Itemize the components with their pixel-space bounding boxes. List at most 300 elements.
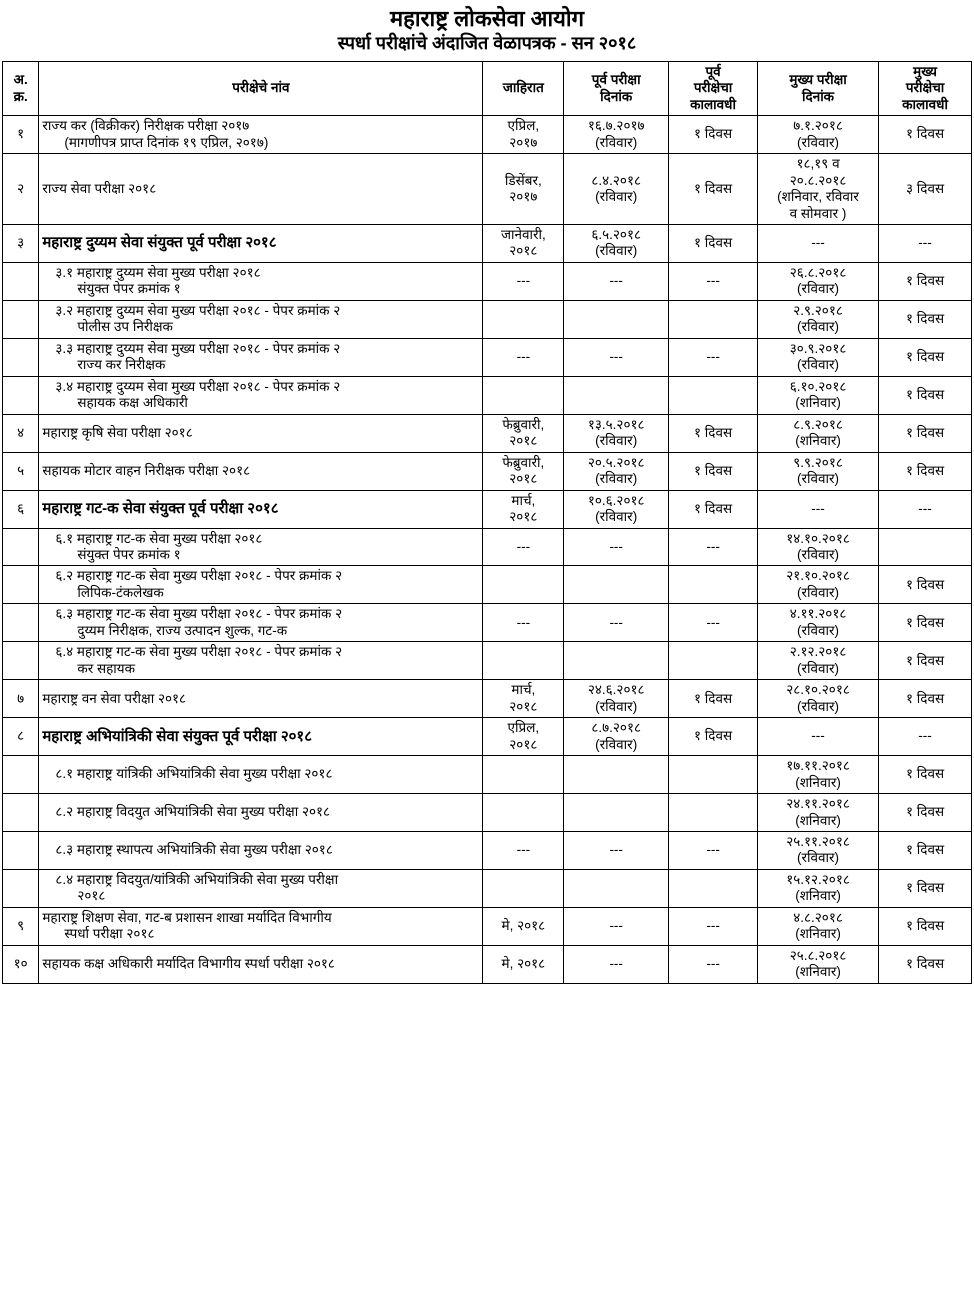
cell-main-exam-date-line1: १४.१०.२०१८ <box>786 530 850 546</box>
cell-main-exam-duration <box>879 414 972 452</box>
cell-main-exam-date <box>757 376 878 414</box>
cell-main-exam-date-line1: ६.१०.२०१८ <box>789 378 847 394</box>
exam-name-line1: महाराष्ट्र अभियांत्रिकी सेवा संयुक्त पूर्व परीक्षा २०१८ <box>42 727 313 745</box>
cell-main-exam-date <box>757 225 878 263</box>
cell-advertisement-line2: २०१८ <box>509 736 538 752</box>
cell-advertisement-line1: डिसेंबर, <box>504 172 542 188</box>
exam-name-line1: ८.४ महाराष्ट्र विदयुत/यांत्रिकी अभियांत्रिकी सेवा मुख्य परीक्षा <box>55 871 339 887</box>
cell-pre-exam-date <box>564 869 669 907</box>
cell-pre-exam-date-line2: (रविवार) <box>595 471 638 487</box>
cell-advertisement <box>483 225 564 263</box>
cell-advertisement <box>483 414 564 452</box>
cell-main-exam-date <box>757 680 878 718</box>
cell-main-exam-date-line1: --- <box>811 235 825 251</box>
cell-advertisement-line1: --- <box>516 614 531 630</box>
cell-sr <box>3 832 39 870</box>
cell-main-exam-duration-line1: १ दिवस <box>906 842 945 858</box>
table-row <box>3 262 972 300</box>
cell-main-exam-date <box>757 642 878 680</box>
cell-pre-exam-duration <box>669 756 758 794</box>
cell-sr <box>3 680 39 718</box>
document-header <box>0 6 974 55</box>
cell-sr-line1: ४ <box>17 424 25 440</box>
cell-exam-name <box>39 642 483 680</box>
cell-exam-name <box>39 756 483 794</box>
exam-name-line2: (मागणीपत्र प्राप्त दिनांक १९ एप्रिल, २०१७) <box>64 134 269 150</box>
exam-name-line2: स्पर्धा परीक्षा २०१८ <box>64 926 155 942</box>
cell-sr <box>3 262 39 300</box>
cell-pre-exam-duration <box>669 116 758 154</box>
exam-name-line2: संयुक्त पेपर क्रमांक १ <box>77 546 181 562</box>
cell-pre-exam-duration-line1: --- <box>706 956 720 972</box>
cell-pre-exam-date <box>564 832 669 870</box>
cell-main-exam-duration-line1: १ दिवस <box>906 311 945 327</box>
cell-main-exam-duration <box>879 945 972 983</box>
cell-pre-exam-duration <box>669 832 758 870</box>
cell-pre-exam-date <box>564 225 669 263</box>
exam-name-line1: ३.१ महाराष्ट्र दुय्यम सेवा मुख्य परीक्षा २०१८ <box>55 264 261 280</box>
cell-main-exam-date-line2: (शनिवार) <box>795 774 841 790</box>
cell-sr <box>3 566 39 604</box>
cell-main-exam-date-line3: (शनिवार, रविवार <box>777 189 859 205</box>
exam-name-line1: राज्य कर (विक्रीकर) निरीक्षक परीक्षा २०१७ <box>42 118 250 134</box>
cell-main-exam-duration <box>879 154 972 225</box>
cell-pre-exam-duration <box>669 945 758 983</box>
table-row <box>3 116 972 154</box>
cell-sr-line1: ७ <box>17 690 25 706</box>
column-header-pre-dur-line1: पूर्व <box>705 63 721 79</box>
cell-pre-exam-duration <box>669 642 758 680</box>
cell-pre-exam-duration-line1: १ दिवस <box>694 126 733 142</box>
column-header-main-dur-line2: परीक्षेचा <box>905 80 945 96</box>
cell-sr <box>3 300 39 338</box>
cell-pre-exam-date-line1: १०.६.२०१८ <box>587 492 645 508</box>
exam-name-line2: २०१८ <box>77 888 106 904</box>
cell-advertisement <box>483 528 564 566</box>
cell-exam-name <box>39 604 483 642</box>
cell-pre-exam-date-line1: --- <box>609 614 623 630</box>
cell-sr <box>3 154 39 225</box>
column-header-pre-exam-date <box>564 61 669 115</box>
cell-main-exam-date-line2: (रविवार) <box>797 660 840 676</box>
cell-pre-exam-date-line1: --- <box>609 956 623 972</box>
cell-main-exam-date-line1: १८,१९ व <box>796 156 840 172</box>
cell-main-exam-duration <box>879 376 972 414</box>
column-header-pre-date-line1: पूर्व परीक्षा <box>591 72 641 88</box>
cell-main-exam-date <box>757 262 878 300</box>
cell-main-exam-duration <box>879 262 972 300</box>
cell-main-exam-date-line2: (रविवार) <box>797 622 840 638</box>
cell-main-exam-date-line1: ७.१.२०१८ <box>793 118 843 134</box>
cell-advertisement <box>483 452 564 490</box>
cell-main-exam-duration <box>879 907 972 945</box>
cell-pre-exam-date-line2: (रविवार) <box>595 243 638 259</box>
cell-advertisement-line2: २०१८ <box>509 433 538 449</box>
cell-pre-exam-date <box>564 376 669 414</box>
cell-advertisement <box>483 604 564 642</box>
exam-name-line1: ३.३ महाराष्ट्र दुय्यम सेवा मुख्य परीक्षा २०१८ - पेपर क्रमांक २ <box>55 340 341 356</box>
cell-pre-exam-duration-line1: --- <box>706 349 720 365</box>
cell-main-exam-duration <box>879 794 972 832</box>
cell-pre-exam-duration-line1: --- <box>706 273 720 289</box>
cell-main-exam-duration-line1: १ दिवस <box>906 918 945 934</box>
cell-sr <box>3 452 39 490</box>
table-row <box>3 338 972 376</box>
exam-name-line1: महाराष्ट्र शिक्षण सेवा, गट-ब प्रशासन शाखा मर्यादित विभागीय <box>42 909 332 925</box>
table-row <box>3 154 972 225</box>
cell-main-exam-date <box>757 300 878 338</box>
cell-advertisement-line2: २०१८ <box>509 509 538 525</box>
cell-pre-exam-date-line1: --- <box>609 538 623 554</box>
cell-main-exam-date <box>757 869 878 907</box>
cell-main-exam-date <box>757 718 878 756</box>
cell-pre-exam-duration <box>669 680 758 718</box>
cell-advertisement <box>483 566 564 604</box>
cell-main-exam-date-line1: ९.९.२०१८ <box>793 454 843 470</box>
table-header-row <box>3 61 972 115</box>
cell-pre-exam-duration-line1: --- <box>706 614 720 630</box>
cell-pre-exam-date-line2: (रविवार) <box>595 134 638 150</box>
column-header-main-exam-date <box>757 61 878 115</box>
cell-exam-name <box>39 566 483 604</box>
cell-main-exam-date-line1: ३०.९.२०१८ <box>789 340 847 356</box>
cell-pre-exam-date <box>564 452 669 490</box>
column-header-main-exam-duration <box>879 61 972 115</box>
cell-main-exam-duration-line1: १ दिवस <box>906 462 945 478</box>
cell-pre-exam-date <box>564 642 669 680</box>
table-row <box>3 566 972 604</box>
cell-sr <box>3 869 39 907</box>
cell-main-exam-date <box>757 414 878 452</box>
cell-exam-name <box>39 869 483 907</box>
cell-main-exam-date-line1: २.९.२०१८ <box>793 302 843 318</box>
cell-main-exam-date-line2: (रविवार) <box>797 546 840 562</box>
cell-exam-name <box>39 414 483 452</box>
cell-main-exam-duration <box>879 566 972 604</box>
cell-pre-exam-duration <box>669 604 758 642</box>
column-header-sr-line2: क्र. <box>13 88 28 104</box>
exam-name-line1: महाराष्ट्र दुय्यम सेवा संयुक्त पूर्व परीक्षा २०१८ <box>42 234 277 252</box>
cell-main-exam-date <box>757 116 878 154</box>
cell-main-exam-date-line1: २५.८.२०१८ <box>789 947 847 963</box>
table-row <box>3 490 972 528</box>
cell-exam-name <box>39 907 483 945</box>
cell-pre-exam-date <box>564 794 669 832</box>
cell-exam-name <box>39 262 483 300</box>
cell-exam-name <box>39 528 483 566</box>
exam-name-line1: ६.१ महाराष्ट्र गट-क सेवा मुख्य परीक्षा २०१८ <box>55 530 263 546</box>
cell-pre-exam-date <box>564 154 669 225</box>
cell-main-exam-duration-line1: १ दिवस <box>906 804 945 820</box>
cell-pre-exam-date <box>564 718 669 756</box>
exam-name-line1: ८.१ महाराष्ट्र यांत्रिकी अभियांत्रिकी सेवा मुख्य परीक्षा २०१८ <box>55 766 333 782</box>
exam-name-line1: ३.२ महाराष्ट्र दुय्यम सेवा मुख्य परीक्षा २०१८ - पेपर क्रमांक २ <box>55 302 341 318</box>
cell-pre-exam-date <box>564 528 669 566</box>
cell-pre-exam-date-line2: (रविवार) <box>595 433 638 449</box>
cell-pre-exam-date-line1: --- <box>609 842 623 858</box>
cell-pre-exam-duration-line1: --- <box>706 842 720 858</box>
table-row <box>3 528 972 566</box>
cell-main-exam-date <box>757 794 878 832</box>
cell-main-exam-duration-line1: १ दिवस <box>906 576 945 592</box>
cell-pre-exam-date <box>564 756 669 794</box>
cell-pre-exam-date <box>564 414 669 452</box>
cell-main-exam-date <box>757 154 878 225</box>
cell-pre-exam-duration <box>669 154 758 225</box>
cell-advertisement-line1: मे, २०१८ <box>501 918 546 934</box>
cell-advertisement <box>483 154 564 225</box>
column-header-main-dur-line1: मुख्य <box>913 63 937 79</box>
cell-main-exam-duration-line1: १ दिवस <box>906 880 945 896</box>
cell-main-exam-duration <box>879 116 972 154</box>
cell-pre-exam-date-line1: ८.४.२०१८ <box>591 172 641 188</box>
exam-name-line1: सहायक कक्ष अधिकारी मर्यादित विभागीय स्पर्धा परीक्षा २०१८ <box>42 956 335 972</box>
column-header-pre-dur-line2: परीक्षेचा <box>693 80 733 96</box>
cell-advertisement-line1: --- <box>516 349 531 365</box>
cell-exam-name <box>39 300 483 338</box>
cell-sr <box>3 604 39 642</box>
cell-pre-exam-date <box>564 566 669 604</box>
cell-pre-exam-date-line2: (रविवार) <box>595 189 638 205</box>
cell-advertisement-line1: --- <box>516 273 531 289</box>
cell-main-exam-date-line1: २१.१०.२०१८ <box>786 568 850 584</box>
cell-main-exam-duration-line1: १ दिवस <box>906 424 945 440</box>
cell-main-exam-duration <box>879 528 972 566</box>
cell-pre-exam-date <box>564 680 669 718</box>
cell-pre-exam-date-line1: --- <box>609 273 623 289</box>
cell-pre-exam-date-line1: ६.५.२०१८ <box>591 227 641 243</box>
exam-name-line2: दुय्यम निरीक्षक, राज्य उत्पादन शुल्क, गट-क <box>77 622 288 638</box>
cell-main-exam-date-line4: व सोमवार ) <box>789 205 847 221</box>
cell-pre-exam-duration-line1: --- <box>706 918 720 934</box>
cell-pre-exam-duration <box>669 794 758 832</box>
cell-main-exam-date-line1: १७.११.२०१८ <box>786 758 850 774</box>
cell-pre-exam-date <box>564 116 669 154</box>
cell-advertisement <box>483 680 564 718</box>
cell-advertisement <box>483 376 564 414</box>
cell-main-exam-date-line2: २०.८.२०१८ <box>789 172 847 188</box>
cell-main-exam-duration <box>879 225 972 263</box>
cell-exam-name <box>39 154 483 225</box>
cell-sr <box>3 945 39 983</box>
table-row <box>3 945 972 983</box>
cell-sr <box>3 642 39 680</box>
cell-pre-exam-date-line1: १३.५.२०१८ <box>587 416 645 432</box>
cell-main-exam-date-line2: (रविवार) <box>797 471 840 487</box>
cell-pre-exam-duration <box>669 907 758 945</box>
cell-pre-exam-duration <box>669 528 758 566</box>
cell-main-exam-date-line2: (रविवार) <box>797 698 840 714</box>
table-row <box>3 300 972 338</box>
cell-main-exam-date-line1: ८.९.२०१८ <box>793 416 843 432</box>
cell-main-exam-date-line2: (शनिवार) <box>795 926 841 942</box>
cell-main-exam-date-line2: (रविवार) <box>797 584 840 600</box>
cell-main-exam-date-line2: (रविवार) <box>797 850 840 866</box>
cell-advertisement-line1: फेब्रुवारी, <box>502 416 545 432</box>
cell-main-exam-duration <box>879 300 972 338</box>
cell-advertisement-line2: २०१७ <box>509 134 538 150</box>
cell-advertisement <box>483 832 564 870</box>
exam-name-line1: ६.३ महाराष्ट्र गट-क सेवा मुख्य परीक्षा २०१८ - पेपर क्रमांक २ <box>55 606 343 622</box>
cell-pre-exam-duration-line1: १ दिवस <box>694 180 733 196</box>
cell-main-exam-date-line2: (शनिवार) <box>795 888 841 904</box>
cell-pre-exam-duration <box>669 414 758 452</box>
cell-sr <box>3 794 39 832</box>
cell-sr <box>3 528 39 566</box>
cell-advertisement <box>483 756 564 794</box>
cell-main-exam-date-line1: ४.११.२०१८ <box>789 606 847 622</box>
table-row <box>3 794 972 832</box>
cell-exam-name <box>39 718 483 756</box>
cell-main-exam-date <box>757 528 878 566</box>
cell-main-exam-duration-line1: --- <box>918 500 932 516</box>
cell-main-exam-date-line2: (शनिवार) <box>795 812 841 828</box>
cell-main-exam-date-line2: (रविवार) <box>797 357 840 373</box>
cell-sr-line1: ९ <box>17 918 25 934</box>
cell-advertisement-line2: २०१८ <box>509 471 538 487</box>
cell-main-exam-duration-line1: --- <box>918 728 932 744</box>
column-header-pre-exam-duration <box>669 61 758 115</box>
cell-pre-exam-date-line1: ८.७.२०१८ <box>591 720 641 736</box>
table-row <box>3 452 972 490</box>
cell-main-exam-duration-line1: १ दिवस <box>906 690 945 706</box>
cell-main-exam-date-line1: २.१२.२०१८ <box>789 644 847 660</box>
cell-sr <box>3 225 39 263</box>
cell-sr-line1: २ <box>17 180 25 196</box>
column-header-main-date-line2: दिनांक <box>802 88 835 104</box>
exam-schedule-table <box>2 61 972 984</box>
cell-exam-name <box>39 832 483 870</box>
cell-exam-name <box>39 680 483 718</box>
cell-main-exam-duration <box>879 869 972 907</box>
cell-pre-exam-duration-line1: १ दिवस <box>694 728 733 744</box>
table-row <box>3 604 972 642</box>
cell-pre-exam-date-line2: (रविवार) <box>595 698 638 714</box>
cell-exam-name <box>39 376 483 414</box>
cell-advertisement-line2: २०१८ <box>509 243 538 259</box>
cell-pre-exam-duration-line1: १ दिवस <box>694 424 733 440</box>
cell-advertisement <box>483 718 564 756</box>
cell-sr-line1: १ <box>17 126 25 142</box>
cell-pre-exam-duration <box>669 490 758 528</box>
cell-advertisement <box>483 262 564 300</box>
cell-sr-line1: ८ <box>17 728 25 744</box>
exam-name-line1: ८.२ महाराष्ट्र विदयुत अभियांत्रिकी सेवा मुख्य परीक्षा २०१८ <box>55 804 331 820</box>
cell-main-exam-date-line2: (रविवार) <box>797 281 840 297</box>
column-header-sr <box>3 61 39 115</box>
cell-advertisement-line1: --- <box>516 842 531 858</box>
cell-exam-name <box>39 794 483 832</box>
exam-name-line2: पोलीस उप निरीक्षक <box>77 319 173 335</box>
column-header-pre-dur-line3: कालावधी <box>690 96 736 112</box>
exam-name-line1: ६.२ महाराष्ट्र गट-क सेवा मुख्य परीक्षा २०१८ - पेपर क्रमांक २ <box>55 568 343 584</box>
cell-advertisement <box>483 642 564 680</box>
cell-main-exam-duration <box>879 718 972 756</box>
cell-pre-exam-duration <box>669 376 758 414</box>
exam-name-line2: लिपिक-टंकलेखक <box>77 584 164 600</box>
column-header-pre-date-line2: दिनांक <box>600 88 633 104</box>
cell-main-exam-duration <box>879 604 972 642</box>
cell-main-exam-date-line1: २४.११.२०१८ <box>786 796 850 812</box>
cell-sr <box>3 338 39 376</box>
cell-pre-exam-date-line1: २०.५.२०१८ <box>587 454 645 470</box>
cell-main-exam-date-line1: --- <box>811 728 825 744</box>
exam-name-line1: ३.४ महाराष्ट्र दुय्यम सेवा मुख्य परीक्षा २०१८ - पेपर क्रमांक २ <box>55 378 341 394</box>
cell-exam-name <box>39 225 483 263</box>
cell-pre-exam-date <box>564 262 669 300</box>
cell-advertisement <box>483 907 564 945</box>
column-header-main-date-line1: मुख्य परीक्षा <box>789 72 847 88</box>
exam-name-line2: सहायक कक्ष अधिकारी <box>77 395 188 411</box>
cell-sr <box>3 718 39 756</box>
exam-name-line2: कर सहायक <box>77 660 135 676</box>
cell-exam-name <box>39 452 483 490</box>
cell-pre-exam-date-line1: २४.६.२०१८ <box>587 682 645 698</box>
cell-pre-exam-date-line1: --- <box>609 349 623 365</box>
column-header-sr-line1: अ. <box>13 72 28 88</box>
cell-advertisement <box>483 869 564 907</box>
cell-main-exam-duration <box>879 490 972 528</box>
cell-sr <box>3 490 39 528</box>
cell-pre-exam-duration <box>669 566 758 604</box>
table-row <box>3 642 972 680</box>
exam-name-line1: महाराष्ट्र गट-क सेवा संयुक्त पूर्व परीक्षा २०१८ <box>42 499 279 517</box>
table-row <box>3 414 972 452</box>
cell-main-exam-duration-line1: १ दिवस <box>906 956 945 972</box>
table-row <box>3 680 972 718</box>
cell-pre-exam-duration <box>669 338 758 376</box>
cell-main-exam-date <box>757 945 878 983</box>
cell-main-exam-duration-line1: १ दिवस <box>906 126 945 142</box>
cell-pre-exam-duration <box>669 225 758 263</box>
exam-name-line1: सहायक मोटार वाहन निरीक्षक परीक्षा २०१८ <box>42 462 251 478</box>
cell-main-exam-date-line1: २५.११.२०१८ <box>786 834 850 850</box>
cell-pre-exam-duration-line1: १ दिवस <box>694 690 733 706</box>
exam-name-line1: ६.४ महाराष्ट्र गट-क सेवा मुख्य परीक्षा २०१८ - पेपर क्रमांक २ <box>55 644 343 660</box>
cell-pre-exam-duration-line1: १ दिवस <box>694 235 733 251</box>
cell-main-exam-duration-line1: १ दिवस <box>906 766 945 782</box>
cell-main-exam-duration-line1: ३ दिवस <box>906 180 945 196</box>
table-body <box>3 116 972 984</box>
cell-main-exam-duration-line1: १ दिवस <box>906 387 945 402</box>
cell-main-exam-duration-line1: --- <box>918 235 932 251</box>
cell-advertisement-line1: --- <box>516 538 531 554</box>
table-row <box>3 376 972 414</box>
page-footer <box>0 984 974 992</box>
cell-main-exam-date-line1: २६.८.२०१८ <box>789 264 847 280</box>
cell-main-exam-date-line2: (शनिवार) <box>795 964 841 980</box>
column-header-main-dur-line3: कालावधी <box>902 96 948 112</box>
cell-main-exam-duration-line1: १ दिवस <box>906 349 945 365</box>
cell-main-exam-date <box>757 338 878 376</box>
cell-advertisement <box>483 794 564 832</box>
table-row <box>3 832 972 870</box>
cell-pre-exam-duration <box>669 262 758 300</box>
cell-main-exam-duration <box>879 642 972 680</box>
exam-name-line1: महाराष्ट्र वन सेवा परीक्षा २०१८ <box>42 690 187 706</box>
cell-main-exam-date-line1: ४.८.२०१८ <box>793 909 843 925</box>
cell-advertisement-line2: २०१८ <box>509 698 538 714</box>
table-row <box>3 907 972 945</box>
table-row <box>3 869 972 907</box>
cell-main-exam-duration <box>879 756 972 794</box>
cell-main-exam-duration <box>879 338 972 376</box>
cell-sr <box>3 116 39 154</box>
cell-main-exam-date-line1: १५.१२.२०१८ <box>786 871 850 887</box>
cell-advertisement-line1: एप्रिल, <box>507 720 540 736</box>
exam-name-line2: संयुक्त पेपर क्रमांक १ <box>77 281 181 297</box>
cell-exam-name <box>39 490 483 528</box>
